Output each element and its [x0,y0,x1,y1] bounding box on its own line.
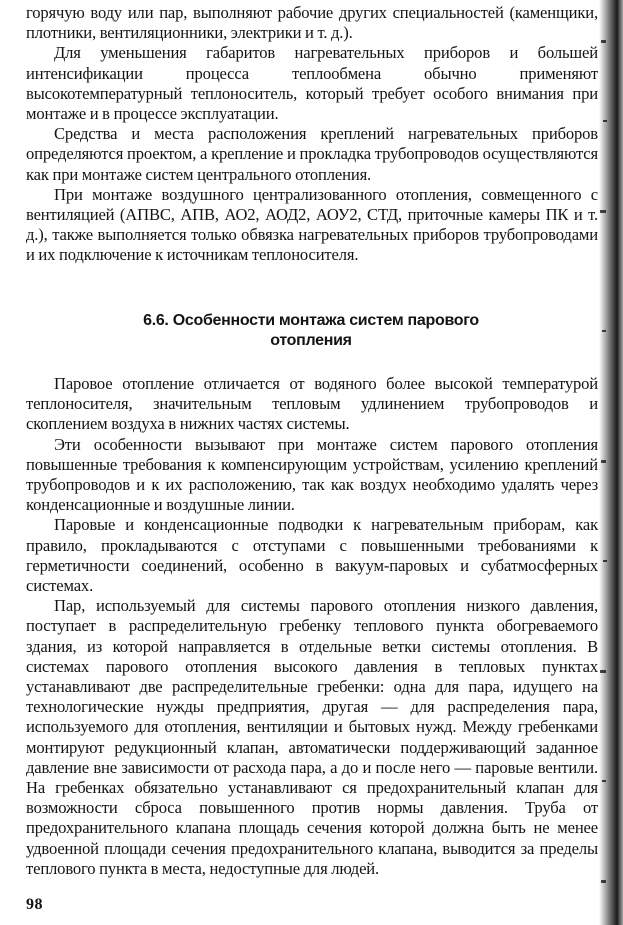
page-number: 98 [26,896,43,913]
paragraph: Эти особенности вызывают при монтаже систем парового отопления повышенные требования к компенсирующим устройствам, усилению креплений трубопроводов и к их расположению, так как воздух необходимо удалять через конденсационные и воздушные линии. [26,434,598,515]
paragraph: Средства и места расположения креплений нагревательных приборов определяются проектом, а крепление и прокладка трубопроводов осуществляются как при монтаже систем центрального отопления. [26,124,598,184]
section-heading [96,311,526,351]
text-block-bottom [26,374,598,879]
paragraph: Пар, используемый для системы парового отопления низкого давления, поступает в распределительную гребенку теплового пункта обогреваемого здания, из которой направляется в отдельные ветки системы отопления. В системах парового отопления высокого давления в тепловых пунктах устанавливают две распределительные гребенки: одна для пара, идущего на технологические нужды предприятия, другая — для распределения пара, используемого для отопления, вентиляции и бытовых нужд. Между гребенками монтируют редукционный клапан, автоматически поддерживающий заданное давление вне зависимости от расхода пара, а до и после него — паровые вентили. На гребенках обязательно устанавливают ся предохранительный клапан для возможности сброса повышенного против нормы давления. Труба от предохранительного клапана площадь сечения которой должна быть не менее удвоенной площади сечения предохранительного клапана, выводится за пределы теплового пункта в места, недоступные для людей. [26,596,598,878]
paragraph: горячую воду или пар, выполняют рабочие других специальностей (каменщики, плотники, вентиляционники, электрики и т. д.). [26,3,598,43]
paragraph: При монтаже воздушного централизованного отопления, совмещенного с вентиляцией (АПВС, АПВ, АО2, АОД2, АОУ2, СТД, приточные камеры ПК и т. д.), также выполняется только обвязка нагревательных приборов трубопроводами и их подключение к источникам теплоносителя. [26,184,598,265]
paragraph: Паровые и конденсационные подводки к нагревательным приборам, как правило, прокладываются с отступами с повышенными требованиями к герметичности соединений, особенно в вакуум-паровых и субатмосферных системах. [26,515,598,596]
text-block-top [26,3,598,266]
paragraph: Для уменьшения габаритов нагревательных приборов и большей интенсификации процесса теплообмена обычно применяют высокотемпературный теплоноситель, который требует особого внимания при монтаже и в процессе эксплуатации. [26,43,598,124]
paragraph: Паровое отопление отличается от водяного более высокой температурой теплоносителя, значительным тепловым удлинением трубопроводов и скоплением воздуха в нижних частях системы. [26,374,598,434]
section-heading-line-1: 6.6. Особенности монтажа систем парового [143,312,479,329]
section-heading-line-2: отопления [270,332,352,349]
